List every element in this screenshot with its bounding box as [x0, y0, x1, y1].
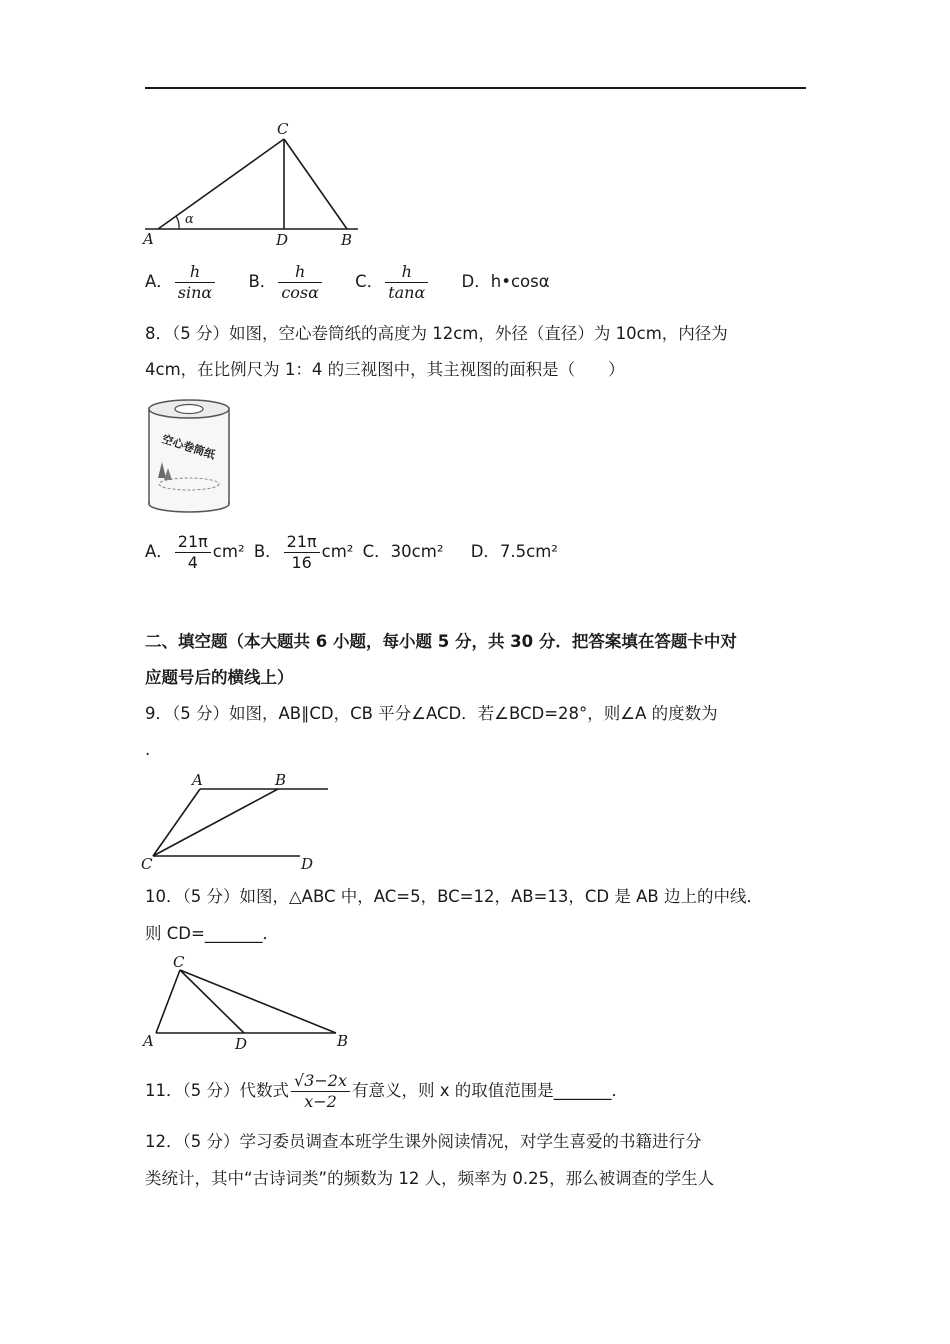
q7-option-c-fraction	[385, 262, 428, 303]
q7-label-c: C	[277, 120, 289, 138]
q8-options	[145, 532, 558, 573]
q7-label-d: D	[276, 231, 289, 249]
q10-line-1: 10．（5 分）如图，△ABC 中，AC=5，BC=12，AB=13，CD 是 AB 边上的中线．	[145, 887, 763, 906]
q7-option-c-num: h	[401, 262, 412, 281]
q9-label-b: B	[275, 771, 287, 789]
q9-parallel-lines-figure	[140, 770, 340, 874]
q7-options	[145, 262, 550, 303]
q8-option-a-num: 21π	[177, 532, 208, 551]
q8-option-a[interactable]	[145, 532, 245, 573]
q8-option-d[interactable]: D．7.5cm²	[470, 542, 558, 561]
q8-option-b-den: 16	[284, 552, 320, 573]
q7-label-a: A	[143, 230, 154, 248]
q7-option-c-letter: C．	[355, 272, 384, 291]
q7-label-b: B	[341, 231, 353, 249]
q7-option-b-num: h	[294, 262, 306, 281]
q7-option-d-letter: D．	[461, 272, 491, 291]
q8-line-2: 4cm，在比例尺为 1：4 的三视图中，其主视图的面积是（ ）	[145, 360, 625, 379]
q7-option-b-letter: B．	[248, 272, 277, 291]
q8-roll-caption: 空心卷筒纸	[160, 432, 217, 462]
q8-option-a-letter: A．	[145, 542, 173, 561]
q9-line-1: 9．（5 分）如图，AB∥CD，CB 平分∠ACD．若∠BCD=28°，则∠A 的度数为	[145, 704, 718, 723]
q7-option-a-letter: A．	[145, 272, 173, 291]
q8-option-b-unit: cm²	[321, 542, 354, 561]
q8-option-c[interactable]: C．30cm²	[362, 542, 444, 561]
q10-label-d: D	[235, 1035, 248, 1053]
q12-line-2: 类统计，其中“古诗词类”的频数为 12 人，频率为 0.25，那么被调查的学生人	[145, 1169, 715, 1188]
q7-option-d-text: h•cosα	[490, 272, 550, 291]
q10-label-a: A	[143, 1032, 154, 1050]
section2-heading-line-1: 二、填空题（本大题共 6 小题，每小题 5 分，共 30 分．把答案填在答题卡中对	[145, 632, 737, 651]
q10-label-b: B	[337, 1032, 349, 1050]
q8-option-b-num: 21π	[286, 532, 317, 551]
q8-line-1: 8．（5 分）如图，空心卷筒纸的高度为 12cm，外径（直径）为 10cm，内径为	[145, 324, 728, 343]
q9-label-d: D	[301, 855, 314, 873]
q7-option-a-den: sinα	[175, 282, 215, 303]
q8-option-b-fraction	[284, 532, 320, 573]
q10-triangle-figure	[140, 954, 360, 1054]
q11-prefix: 11．（5 分）代数式	[145, 1081, 289, 1100]
q10-label-c: C	[173, 953, 185, 971]
q8-option-a-unit: cm²	[212, 542, 245, 561]
q9-label-c: C	[141, 855, 153, 873]
q8-option-b-letter: B．	[253, 542, 282, 561]
q7-option-b[interactable]	[248, 262, 323, 303]
q7-option-a-num: h	[189, 262, 201, 281]
q11-denominator: x−2	[291, 1091, 350, 1112]
q7-option-a[interactable]	[145, 262, 217, 303]
q8-option-a-fraction	[175, 532, 211, 573]
q11-fraction	[291, 1071, 350, 1112]
q7-option-d[interactable]	[462, 270, 550, 294]
q7-option-c-den: tanα	[385, 282, 428, 303]
q12-line-1: 12．（5 分）学习委员调查本班学生课外阅读情况，对学生喜爱的书籍进行分	[145, 1132, 702, 1151]
q7-option-b-den: cosα	[278, 282, 322, 303]
q11-numerator: √3−2x	[294, 1071, 347, 1090]
q7-option-c[interactable]	[355, 262, 430, 303]
q10-line-2: 则 CD=_______．	[145, 924, 280, 943]
q7-option-a-fraction	[175, 262, 215, 303]
q9-label-a: A	[192, 771, 203, 789]
q8-paper-roll-figure	[146, 398, 232, 514]
q7-option-b-fraction	[278, 262, 322, 303]
q7-label-alpha: α	[185, 212, 194, 227]
q11-suffix: 有意义，则 x 的取值范围是_______．	[351, 1081, 628, 1100]
q11-line	[145, 1071, 628, 1112]
q8-option-a-den: 4	[175, 552, 211, 573]
q7-triangle-figure	[140, 118, 365, 248]
section2-heading-line-2: 应题号后的横线上）	[145, 668, 294, 687]
q9-line-2: .	[145, 740, 151, 759]
header-rule	[145, 87, 806, 89]
q8-option-b[interactable]	[254, 532, 354, 573]
